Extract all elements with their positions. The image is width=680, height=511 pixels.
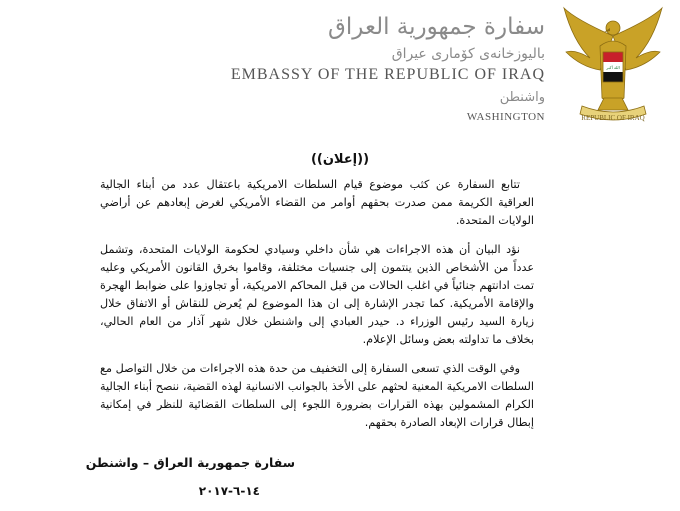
embassy-title-kurdish: باليوزخانەى كۆمارى عيراق [391, 46, 545, 62]
paragraph: تتابع السفارة عن كثب موضوع قيام السلطات الامريكية باعتقال عدد من أبناء الجالية العراقية الكريمة ممن صدرت بحقهم أوامر من القضاء الأمريكي لغرض إبعادهم عن أراضي الولايات المتحدة. [100, 178, 534, 227]
embassy-title-arabic: سفارة جمهورية العراق [328, 14, 545, 40]
paragraph: وفي الوقت الذي تسعى السفارة إلى التخفيف من حدة هذه الاجراءات من خلال التواصل مع السلطات الامريكية المعنية لحثهم على الأخذ بالجوانب الانسانية لهذه القضية، ننصح أبناء الجالية الكرام المشمولين بهذه القرارات بضرورة اللجوء إلى السلطات القضائية للنظر في إمكانية إبطال قرارات الإبعاد الصادرة بحقهم. [100, 362, 534, 429]
signature: سفارة جمهورية العراق – واشنطن [85, 455, 295, 470]
emblem-caption: REPUBLIC OF IRAQ [581, 114, 645, 122]
embassy-title-english: EMBASSY OF THE REPUBLIC OF IRAQ [230, 66, 545, 83]
letterhead [0, 0, 680, 140]
announcement-heading: ((إعلان)) [310, 152, 370, 167]
emblem-inscription: الله أكبر [606, 65, 620, 70]
date: ١٤-٦-٢٠١٧ [198, 484, 260, 498]
announcement-body [100, 176, 534, 443]
city-english: WASHINGTON [466, 111, 545, 123]
paragraph: نؤد البيان أن هذه الاجراءات هي شأن داخلي وسيادي لحكومة الولايات المتحدة، وتشمل عدداً من الأشخاص الذين ينتمون إلى جنسيات مختلفة، وقاموا بخرق القانون الأمريكي وعليه تمت ادانتهم جنائياً في اغلب الحالات من قبل المحاكم الامريكية، أو تجاوزوا على ضوابط الهجرة والإقامة الأمريكية. كما تجدر الإشارة إلى ان هذا الموضوع لم يُعرض للنقاش أو الاتفاق خلال زيارة السيد رئيس الوزراء د. حيدر العبادي إلى واشنطن خلال شهر آذار من العام الحالي، بخلاف ما تداولته بعض وسائل الإعلام. [100, 243, 534, 346]
city-arabic: واشنطن [499, 90, 545, 105]
iraq-eagle-emblem-icon [560, 6, 666, 130]
